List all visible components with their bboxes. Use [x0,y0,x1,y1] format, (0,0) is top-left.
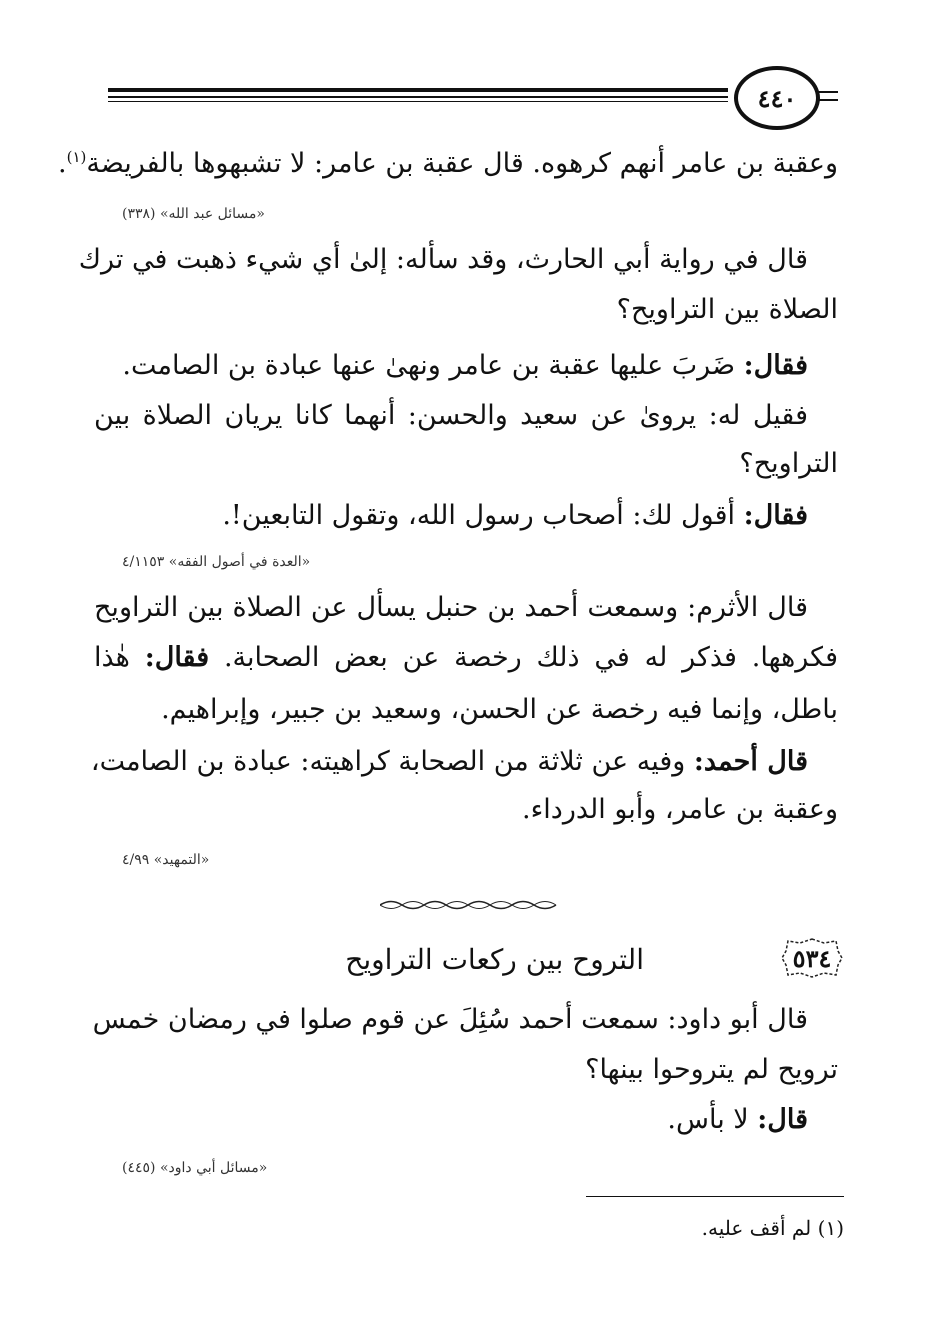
header-rule [108,101,728,102]
speaker-label: قال: [757,1104,808,1135]
text-line: فقيل له: يرویٰ عن سعيد والحسن: أنهما كانا يريان الصلاة بين [94,400,808,431]
text-line-content: أقول لك: أصحاب رسول الله، وتقول التابعين!. [222,500,736,531]
source-citation: «مسائل أبي داود» (٤٤٥) [122,1160,268,1176]
text-line [667,1100,808,1140]
text-line: باطل، وإنما فيه رخصة عن الحسن، وسعيد بن جبير، وإبراهيم. [161,694,838,725]
source-citation: «التمهيد» ٤/٩٩ [122,852,210,868]
text-line: وعقبة بن عامر، وأبو الدرداء. [522,794,838,825]
text-line: وعقبة بن عامر أنهم كرهوه. قال عقبة بن عامر: لا تشبهوها بالفريضة$^{(١)}$. [57,148,838,179]
text-line [222,496,808,536]
text-line-content: وفيه عن ثلاثة من الصحابة كراهيته: عبادة بن الصامت، [90,746,686,777]
speaker-label: قال أحمد: [693,746,808,777]
text-line: قال في رواية أبي الحارث، وقد سأله: إلىٰ أي شيء ذهبت في ترك [78,244,808,275]
text-line: الصلاة بين التراويح؟ [616,294,838,325]
footnote-text: لم أقف عليه. [701,1216,812,1240]
text-line [122,346,808,386]
text-line: ترويح لم يتروحوا بينها؟ [585,1054,838,1085]
source-citation: «العدة في أصول الفقه» ٤/١١٥٣ [122,554,311,570]
source-citation: «مسائل عبد الله» (٣٣٨) [122,206,265,222]
text-line: قال الأثرم: وسمعت أحمد بن حنبل يسأل عن الصلاة بين التراويح [94,592,808,623]
header-ornament [818,91,838,101]
ornamental-divider [380,898,560,912]
section-number-badge [780,937,844,979]
text-line [90,742,808,782]
header-rule [108,96,728,98]
text-line-content: هٰذا [94,642,130,673]
speaker-label: فقال: [743,350,808,381]
footnote [702,1216,844,1240]
header-rule [108,88,728,92]
footnote-separator [586,1196,844,1197]
footnote-marker: (١) [817,1216,844,1240]
page-number: ٤٤٠ [734,66,820,130]
speaker-label: فقال: [743,500,808,531]
text-line: التراويح؟ [739,448,838,479]
speaker-label: فقال: [144,642,210,673]
page-header [108,60,838,130]
section-number: ٥٣٤ [792,943,832,973]
footnote-reference: (١) [66,148,87,166]
text-line-content: فكرهها. فذكر له في ذلك رخصة عن بعض الصحابة. [223,642,838,673]
section-title: التروح بين ركعات التراويح [345,943,644,976]
text-line [94,638,838,678]
text-line-content: وعقبة بن عامر أنهم كرهوه. قال عقبة بن عامر: لا تشبهوها بالفريضة [86,148,838,179]
text-line-content: لا بأس. [667,1104,749,1135]
text-line-content: ضَربَ عليها عقبة بن عامر ونهىٰ عنها عبادة بن الصامت. [122,350,736,381]
text-line: قال أبو داود: سمعت أحمد سُئِلَ عن قوم صلوا في رمضان خمس [92,1004,808,1035]
